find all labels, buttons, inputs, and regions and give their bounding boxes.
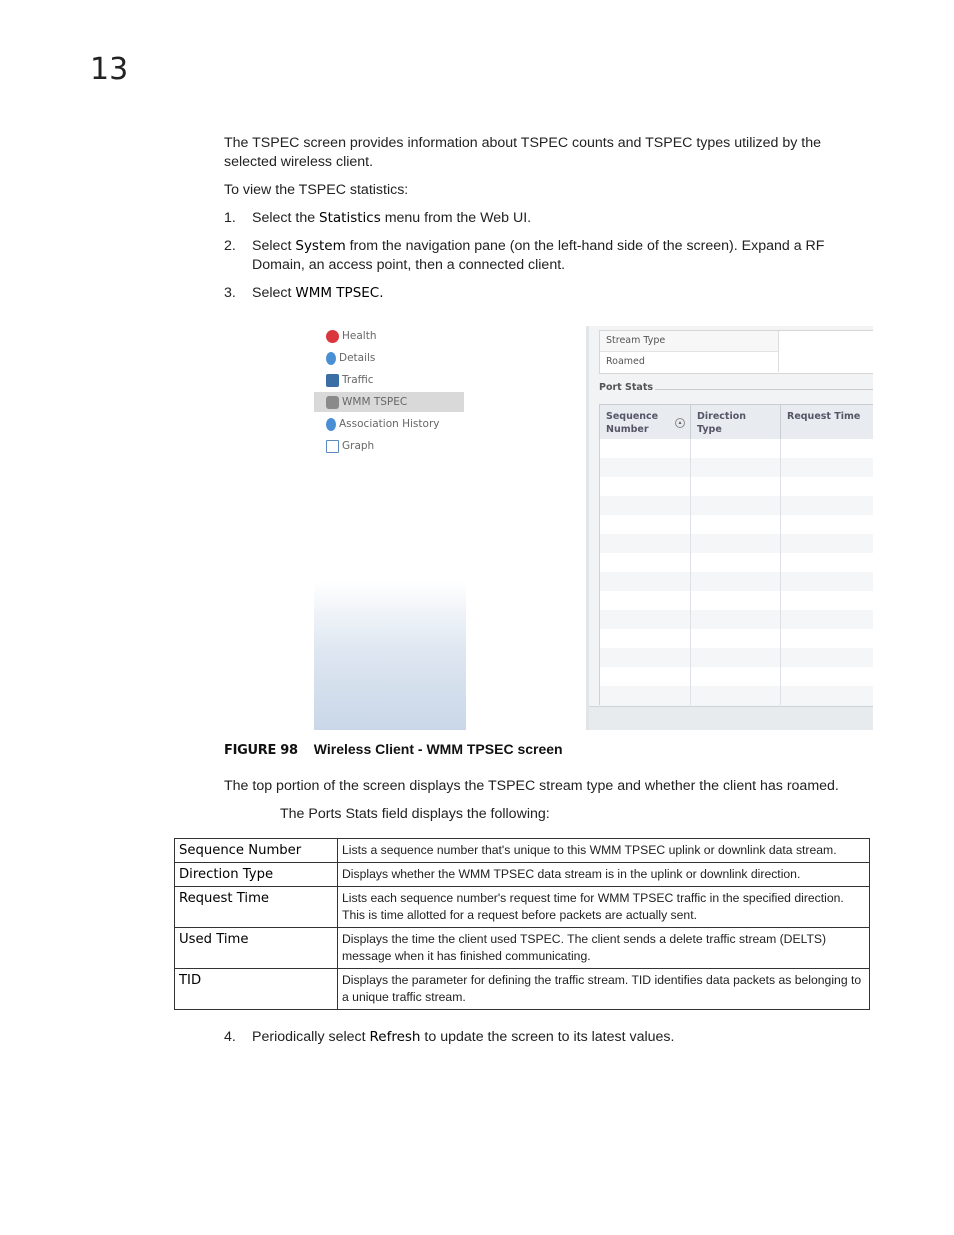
step-text: Select the [252, 210, 320, 226]
nav-item-health[interactable]: Health [326, 327, 376, 345]
roamed-label: Roamed [600, 352, 779, 372]
step-number: 3. [224, 285, 236, 301]
association-history-icon [326, 418, 336, 431]
col-sequence-number[interactable]: Sequence Number ▴ [600, 405, 691, 439]
description-paragraph: The top portion of the screen displays the TSPEC stream type and whether the client has roamed. [224, 778, 839, 794]
traffic-icon [326, 374, 339, 387]
figure-nav-pane [314, 326, 468, 730]
sort-icon[interactable]: ▴ [675, 418, 685, 428]
table-row [175, 839, 870, 863]
col-request-time[interactable]: Request Time [787, 411, 861, 422]
intro-instruction: To view the TSPEC statistics: [224, 182, 409, 198]
intro-paragraph: The TSPEC screen provides information about TSPEC counts and TSPEC types utilized by the selected wireless client. [224, 135, 821, 170]
ui-term: Statistics [319, 210, 381, 226]
figure-caption [224, 741, 563, 758]
figure-gap [466, 326, 586, 730]
step-text: menu from the Web UI. [380, 210, 532, 226]
table-row [175, 969, 870, 1010]
field-description: Displays the time the client used TSPEC. The client sends a delete traffic stream (DELTS) message when it has finished communicating. [338, 928, 870, 969]
ui-term: Refresh [369, 1029, 421, 1045]
field-description: Displays whether the WMM TPSEC data stream is in the uplink or downlink direction. [338, 863, 870, 887]
grid-footer-bar [589, 706, 873, 730]
field-description: Lists each sequence number's request time for WMM TPSEC traffic in the specified direction. This is time allotted for a request before packets are actually sent. [338, 887, 870, 928]
figure-stats-pane [586, 326, 873, 730]
table-row [175, 887, 870, 928]
col-direction-type[interactable]: Direction Type [691, 405, 781, 439]
port-stats-grid-header [599, 404, 873, 440]
chapter-number: 13 [90, 52, 129, 87]
details-icon [326, 352, 336, 365]
field-name: Sequence Number [175, 839, 338, 863]
ui-term: WMM TPSEC. [295, 285, 384, 301]
graph-icon [326, 440, 339, 453]
stream-info-box [599, 330, 873, 374]
stream-type-label: Stream Type [600, 331, 779, 352]
step-text: to update the screen to its latest values. [420, 1029, 675, 1045]
step-number: 4. [224, 1029, 236, 1045]
field-name: Direction Type [175, 863, 338, 887]
figure-title: Wireless Client - WMM TPSEC screen [313, 741, 563, 757]
table-intro: The Ports Stats field displays the following: [280, 806, 550, 822]
nav-item-graph[interactable]: Graph [326, 437, 374, 455]
field-description: Displays the parameter for defining the traffic stream. TID identifies data packets as belonging to a unique traffic stream. [338, 969, 870, 1010]
port-stats-divider [655, 389, 873, 390]
field-description: Lists a sequence number that's unique to this WMM TPSEC uplink or downlink data stream. [338, 839, 870, 863]
port-stats-reference-table [174, 838, 870, 1010]
step-text: Periodically select [252, 1029, 370, 1045]
nav-item-association-history[interactable]: Association History [326, 415, 439, 433]
step-text: from the navigation pane (on the left-hand side of the screen). Expand a RF Domain, an access point, then a connected client. [252, 238, 825, 273]
field-name: TID [175, 969, 338, 1010]
step-number: 2. [224, 238, 236, 254]
table-row [175, 928, 870, 969]
figure-label: FIGURE 98 [224, 743, 298, 758]
ui-term: System [295, 238, 346, 254]
step-number: 1. [224, 210, 236, 226]
nav-item-wmm-tspec[interactable]: WMM TSPEC [326, 393, 407, 411]
port-stats-grid-body [599, 439, 873, 705]
port-stats-title: Port Stats [599, 382, 654, 393]
step-text: Select [252, 238, 296, 254]
health-icon [326, 330, 339, 343]
step-text: Select [252, 285, 296, 301]
nav-item-traffic[interactable]: Traffic [326, 371, 374, 389]
nav-item-details[interactable]: Details [326, 349, 375, 367]
field-name: Used Time [175, 928, 338, 969]
wmm-tspec-icon [326, 396, 339, 409]
table-row [175, 863, 870, 887]
field-name: Request Time [175, 887, 338, 928]
